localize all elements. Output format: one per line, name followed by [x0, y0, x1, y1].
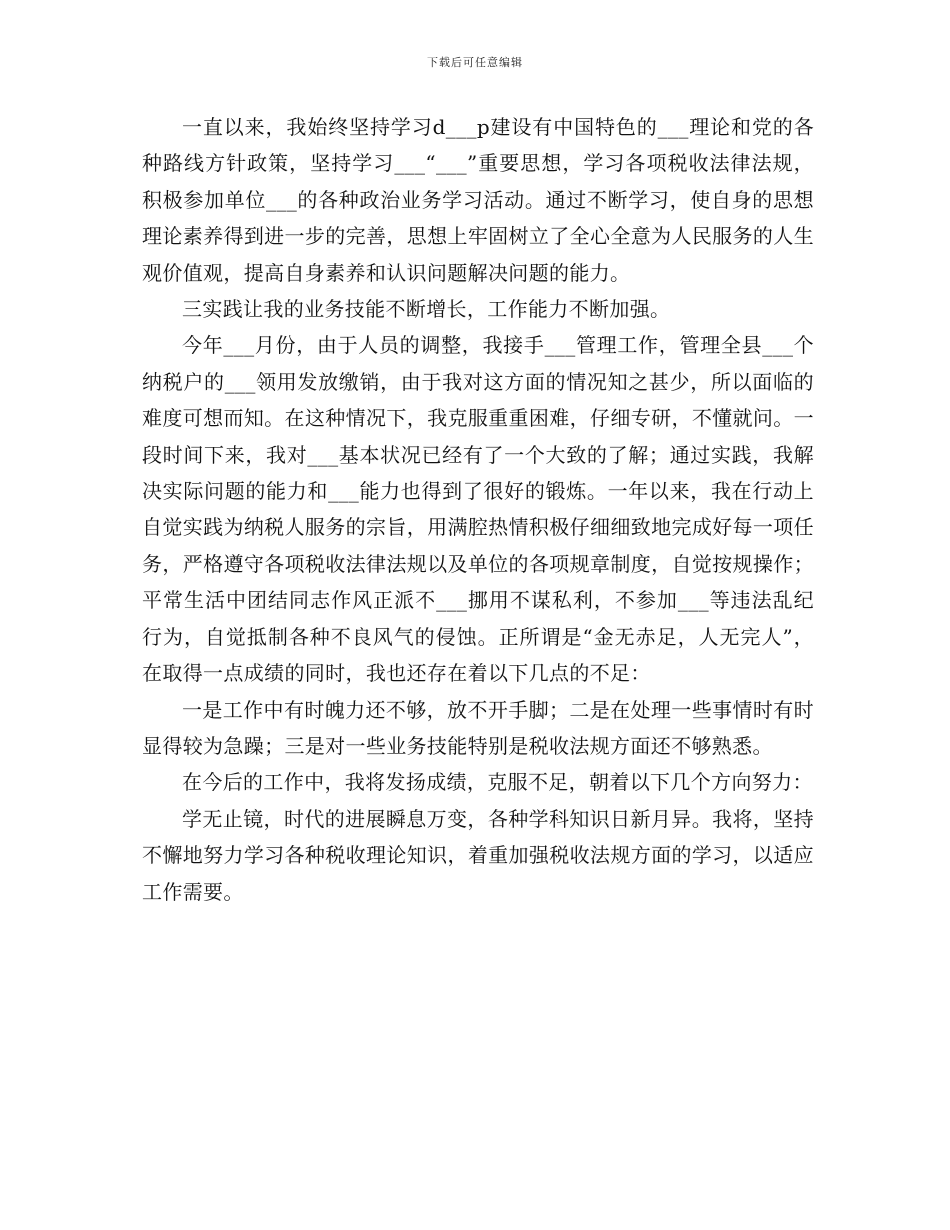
document-body: [142, 109, 814, 910]
paragraph-work-experience: 今年___月份，由于人员的调整，我接手___管理工作，管理全县___个纳税户的___领用发放缴销，由于我对这方面的情况知之甚少，所以面临的难度可想而知。在这种情况下，我克服重重困难，仔细专研，不懂就问。一段时间下来，我对___基本状况已经有了一个大致的了解；通过实践，我解决实际问题的能力和___能力也得到了很好的锻炼。一年以来，我在行动上自觉实践为纳税人服务的宗旨，用满腔热情积极仔细细致地完成好每一项任务，严格遵守各项税收法律法规以及单位的各项规章制度，自觉按规操作；平常生活中团结同志作风正派不___挪用不谋私利，不参加___等违法乱纪行为，自觉抵制各种不良风气的侵蚀。正所谓是“金无赤足，人无完人”，在取得一点成绩的同时，我也还存在着以下几点的不足：: [142, 333, 814, 686]
paragraph-study: 一直以来，我始终坚持学习d___p建设有中国特色的___理论和党的各种路线方针政策，坚持学习___“___”重要思想，学习各项税收法律法规，积极参加单位___的各种政治业务学习活动。通过不断学习，使自身的思想理论素养得到进一步的完善，思想上牢固树立了全心全意为人民服务的人生观价值观，提高自身素养和认识问题解决问题的能力。: [142, 115, 814, 285]
paragraph-future-direction: 在今后的工作中，我将发扬成绩，克服不足，朝着以下几个方向努力：: [182, 770, 813, 795]
paragraph-practice-heading: 三实践让我的业务技能不断增长，工作能力不断加强。: [182, 297, 671, 322]
paragraph-shortcomings: 一是工作中有时魄力还不够，放不开手脚；二是在处理一些事情时有时显得较为急躁；三是对一些业务技能特别是税收法规方面还不够熟悉。: [142, 697, 814, 758]
page-header: 下载后可任意编辑: [427, 56, 523, 69]
paragraph-learning-plan: 学无止镜，时代的进展瞬息万变，各种学科知识日新月异。我将，坚持不懈地努力学习各种税收理论知识，着重加强税收法规方面的学习，以适应工作需要。: [142, 806, 814, 904]
